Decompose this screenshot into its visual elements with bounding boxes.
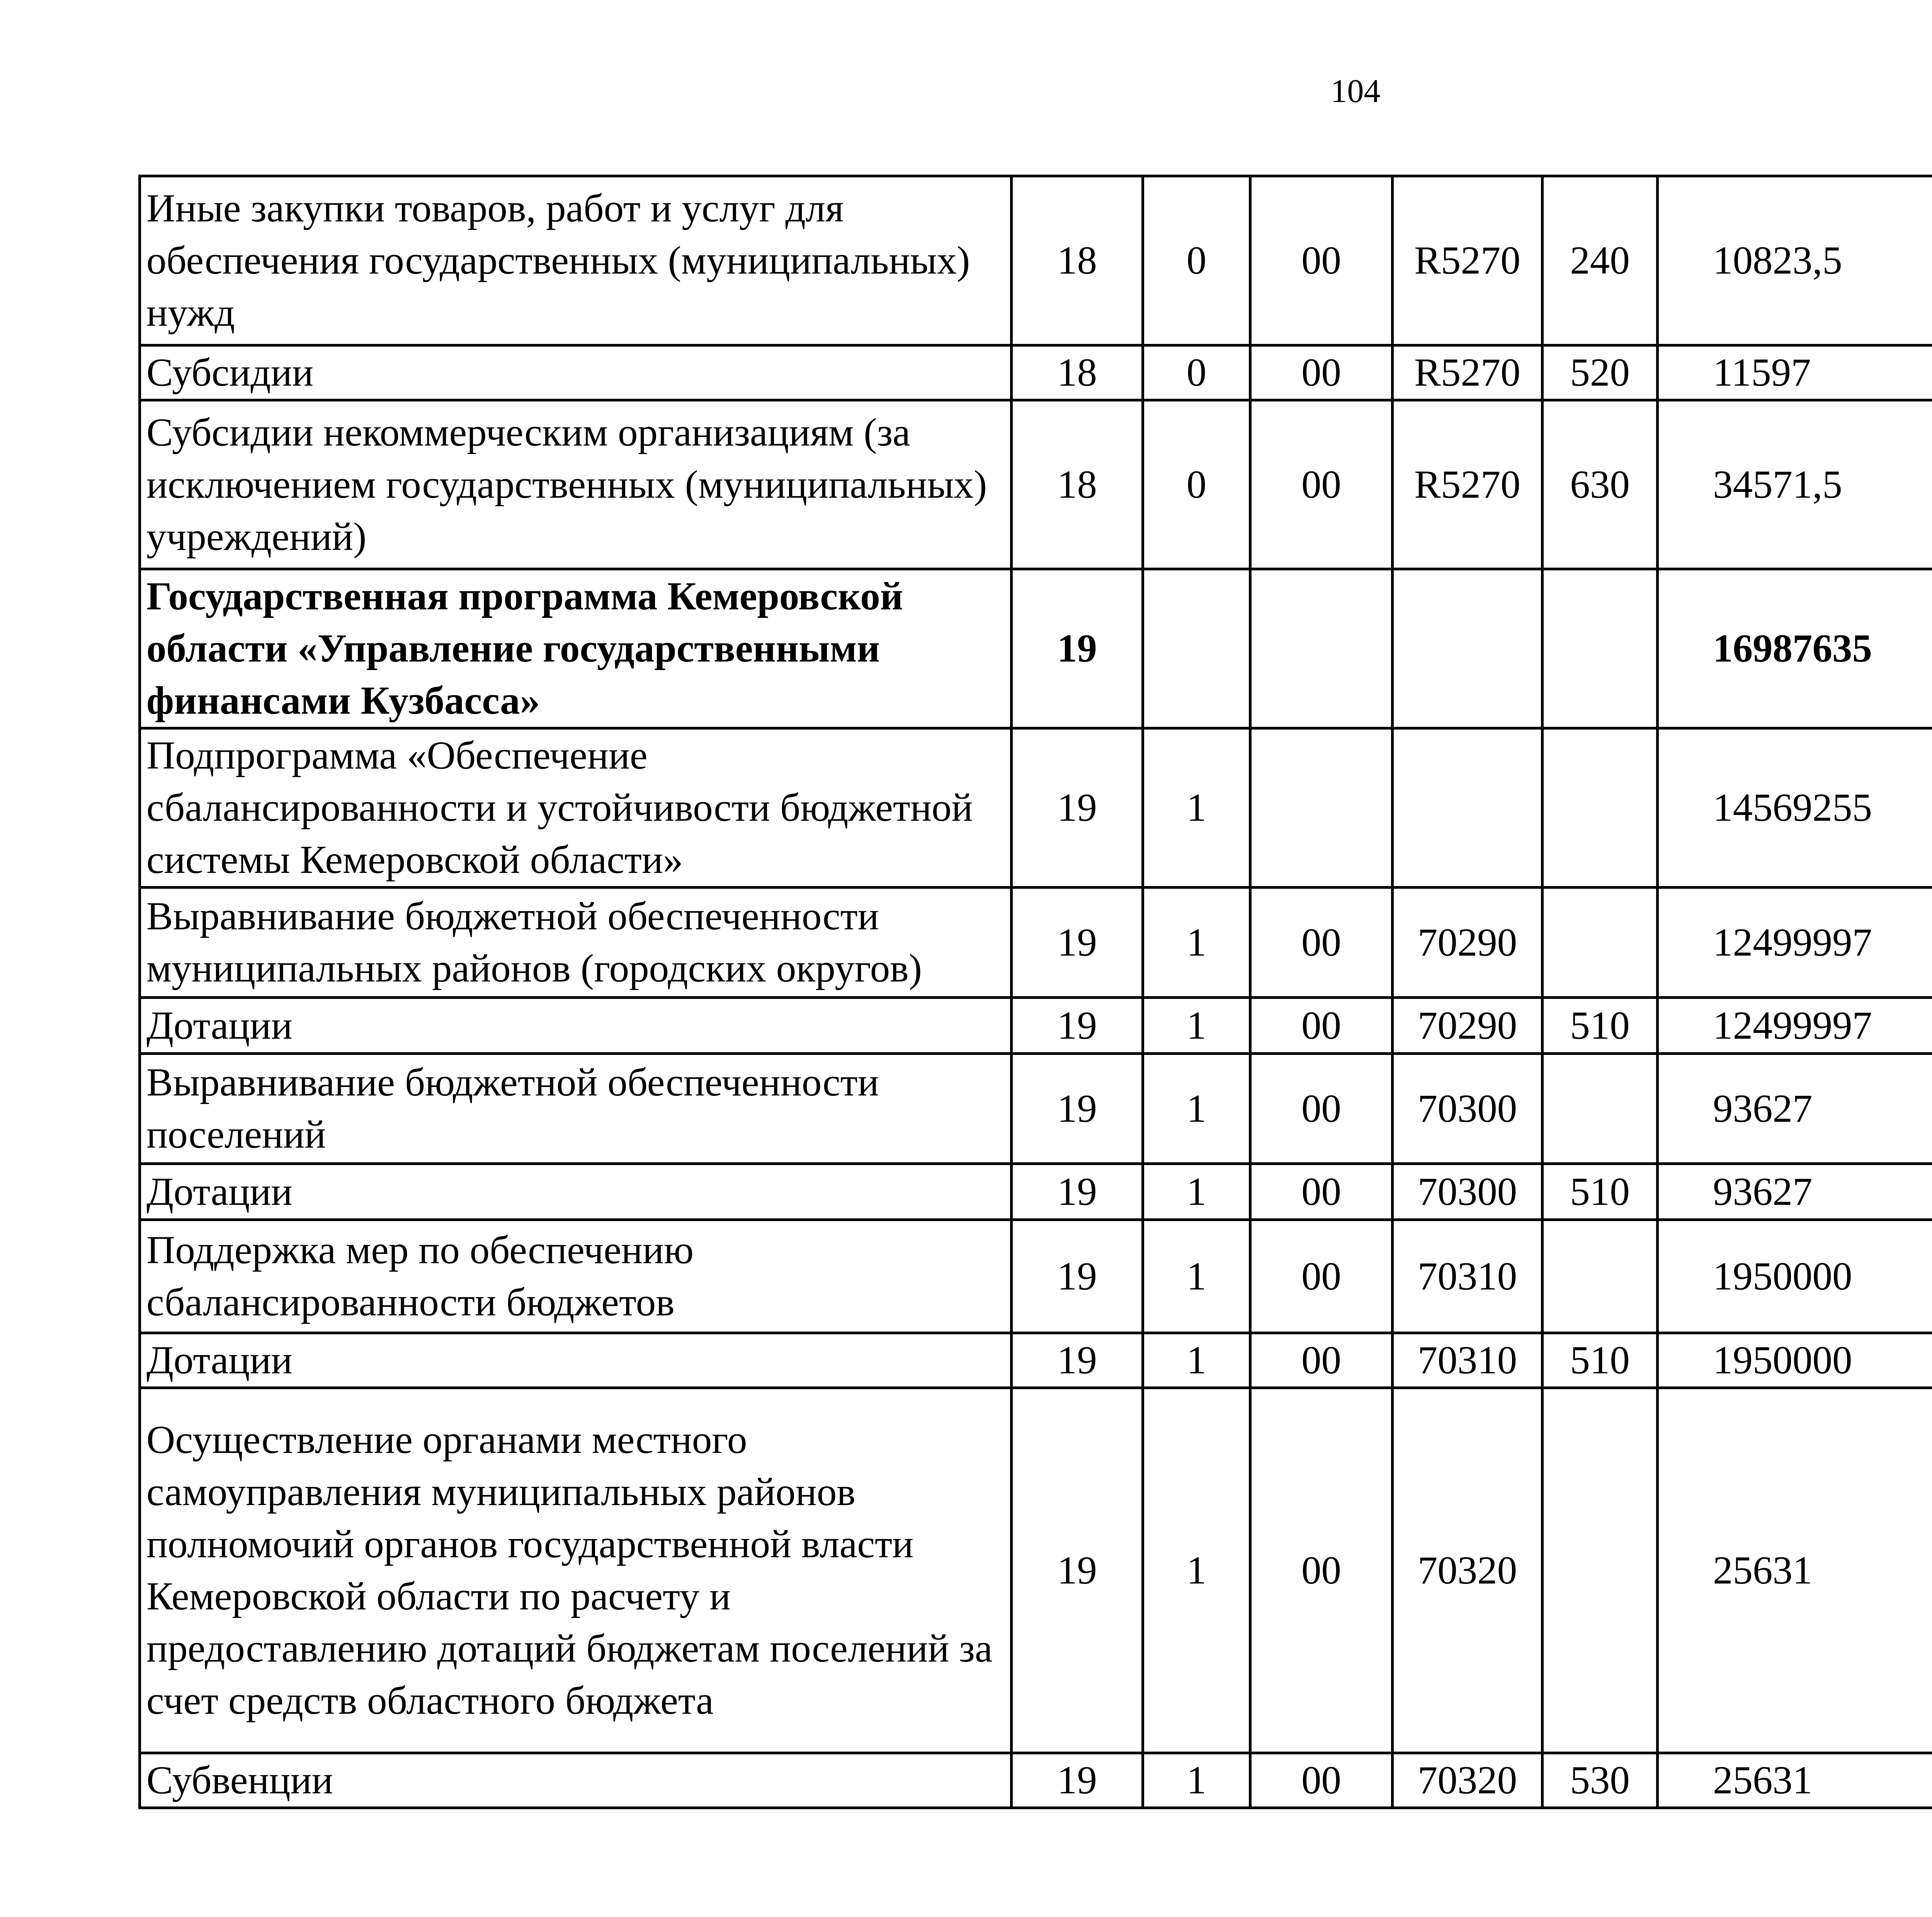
table-row xyxy=(140,345,1932,400)
amount-year1-cell: 14569255 xyxy=(1658,728,1932,888)
program-code-cell: 18 xyxy=(1012,400,1143,569)
article-code-cell: 70310 xyxy=(1393,1220,1543,1333)
direction-code-cell xyxy=(1250,569,1393,728)
direction-code-cell: 00 xyxy=(1250,1164,1393,1220)
table-row xyxy=(140,1753,1932,1808)
row-name-cell: Поддержка мер по обеспечению сбалансированности бюджетов xyxy=(140,1220,1012,1333)
subprogram-code-cell: 1 xyxy=(1143,1388,1250,1753)
program-code-cell: 19 xyxy=(1012,888,1143,998)
article-code-cell: 70290 xyxy=(1393,888,1543,998)
row-name-cell: Иные закупки товаров, работ и услуг для обеспечения государственных (муниципальных) нужд xyxy=(140,176,1012,345)
article-code-cell: 70310 xyxy=(1393,1333,1543,1388)
direction-code-cell: 00 xyxy=(1250,998,1393,1054)
table-row xyxy=(140,1333,1932,1388)
article-code-cell: R5270 xyxy=(1393,176,1543,345)
expense-type-cell xyxy=(1543,728,1658,888)
direction-code-cell: 00 xyxy=(1250,345,1393,400)
article-code-cell: 70300 xyxy=(1393,1164,1543,1220)
direction-code-cell: 00 xyxy=(1250,888,1393,998)
subprogram-code-cell: 1 xyxy=(1143,888,1250,998)
table-row xyxy=(140,569,1932,728)
row-name-cell: Выравнивание бюджетной обеспеченности муниципальных районов (городских округов) xyxy=(140,888,1012,998)
program-code-cell: 18 xyxy=(1012,345,1143,400)
subprogram-code-cell xyxy=(1143,569,1250,728)
program-code-cell: 18 xyxy=(1012,176,1143,345)
row-name-cell: Осуществление органами местного самоуправления муниципальных районов полномочий органов государственной власти Кемеровской области по расчету и предоставлению дотаций бюджетам поселений за счет средств областного бюджета xyxy=(140,1388,1012,1753)
program-code-cell: 19 xyxy=(1012,1220,1143,1333)
subprogram-code-cell: 0 xyxy=(1143,345,1250,400)
program-code-cell: 19 xyxy=(1012,998,1143,1054)
amount-year1-cell: 93627 xyxy=(1658,1054,1932,1164)
table-body xyxy=(140,176,1932,1808)
expense-type-cell xyxy=(1543,1220,1658,1333)
expense-type-cell: 510 xyxy=(1543,1164,1658,1220)
table-row xyxy=(140,1220,1932,1333)
row-name-cell: Государственная программа Кемеровской области «Управление государственными финансами Кузбасса» xyxy=(140,569,1012,728)
program-code-cell: 19 xyxy=(1012,1753,1143,1808)
amount-year1-cell: 93627 xyxy=(1658,1164,1932,1220)
amount-year1-cell: 34571,5 xyxy=(1658,400,1932,569)
row-name-cell: Выравнивание бюджетной обеспеченности поселений xyxy=(140,1054,1012,1164)
table-row xyxy=(140,176,1932,345)
amount-year1-cell: 25631 xyxy=(1658,1388,1932,1753)
direction-code-cell xyxy=(1250,728,1393,888)
article-code-cell xyxy=(1393,569,1543,728)
direction-code-cell: 00 xyxy=(1250,1054,1393,1164)
page-number: 104 xyxy=(1330,72,1381,109)
subprogram-code-cell: 1 xyxy=(1143,1164,1250,1220)
program-code-cell: 19 xyxy=(1012,1164,1143,1220)
program-code-cell: 19 xyxy=(1012,1388,1143,1753)
table-row xyxy=(140,1164,1932,1220)
expense-type-cell: 240 xyxy=(1543,176,1658,345)
expense-type-cell xyxy=(1543,1054,1658,1164)
subprogram-code-cell: 0 xyxy=(1143,176,1250,345)
budget-table xyxy=(138,175,1932,1809)
expense-type-cell: 630 xyxy=(1543,400,1658,569)
amount-year1-cell: 16987635 xyxy=(1658,569,1932,728)
row-name-cell: Субвенции xyxy=(140,1753,1012,1808)
table-row xyxy=(140,1054,1932,1164)
expense-type-cell xyxy=(1543,888,1658,998)
expense-type-cell: 530 xyxy=(1543,1753,1658,1808)
row-name-cell: Субсидии xyxy=(140,345,1012,400)
row-name-cell: Субсидии некоммерческим организациям (за исключением государственных (муниципальных) учреждений) xyxy=(140,400,1012,569)
subprogram-code-cell: 1 xyxy=(1143,1333,1250,1388)
row-name-cell: Дотации xyxy=(140,998,1012,1054)
subprogram-code-cell: 1 xyxy=(1143,1220,1250,1333)
table-row xyxy=(140,728,1932,888)
amount-year1-cell: 1950000 xyxy=(1658,1220,1932,1333)
expense-type-cell xyxy=(1543,569,1658,728)
article-code-cell xyxy=(1393,728,1543,888)
direction-code-cell: 00 xyxy=(1250,400,1393,569)
direction-code-cell: 00 xyxy=(1250,176,1393,345)
subprogram-code-cell: 1 xyxy=(1143,728,1250,888)
article-code-cell: 70290 xyxy=(1393,998,1543,1054)
row-name-cell: Дотации xyxy=(140,1164,1012,1220)
direction-code-cell: 00 xyxy=(1250,1388,1393,1753)
amount-year1-cell: 10823,5 xyxy=(1658,176,1932,345)
direction-code-cell: 00 xyxy=(1250,1333,1393,1388)
direction-code-cell: 00 xyxy=(1250,1220,1393,1333)
program-code-cell: 19 xyxy=(1012,728,1143,888)
program-code-cell: 19 xyxy=(1012,569,1143,728)
amount-year1-cell: 12499997 xyxy=(1658,998,1932,1054)
program-code-cell: 19 xyxy=(1012,1333,1143,1388)
article-code-cell: 70300 xyxy=(1393,1054,1543,1164)
subprogram-code-cell: 1 xyxy=(1143,998,1250,1054)
row-name-cell: Подпрограмма «Обеспечение сбалансированности и устойчивости бюджетной системы Кемеровской области» xyxy=(140,728,1012,888)
subprogram-code-cell: 1 xyxy=(1143,1753,1250,1808)
amount-year1-cell: 12499997 xyxy=(1658,888,1932,998)
subprogram-code-cell: 1 xyxy=(1143,1054,1250,1164)
table-row xyxy=(140,888,1932,998)
amount-year1-cell: 25631 xyxy=(1658,1753,1932,1808)
table-row xyxy=(140,1388,1932,1753)
article-code-cell: 70320 xyxy=(1393,1753,1543,1808)
expense-type-cell: 510 xyxy=(1543,1333,1658,1388)
row-name-cell: Дотации xyxy=(140,1333,1012,1388)
table-row xyxy=(140,998,1932,1054)
article-code-cell: 70320 xyxy=(1393,1388,1543,1753)
table-row xyxy=(140,400,1932,569)
expense-type-cell xyxy=(1543,1388,1658,1753)
amount-year1-cell: 1950000 xyxy=(1658,1333,1932,1388)
article-code-cell: R5270 xyxy=(1393,400,1543,569)
expense-type-cell: 520 xyxy=(1543,345,1658,400)
direction-code-cell: 00 xyxy=(1250,1753,1393,1808)
program-code-cell: 19 xyxy=(1012,1054,1143,1164)
expense-type-cell: 510 xyxy=(1543,998,1658,1054)
article-code-cell: R5270 xyxy=(1393,345,1543,400)
subprogram-code-cell: 0 xyxy=(1143,400,1250,569)
amount-year1-cell: 11597 xyxy=(1658,345,1932,400)
